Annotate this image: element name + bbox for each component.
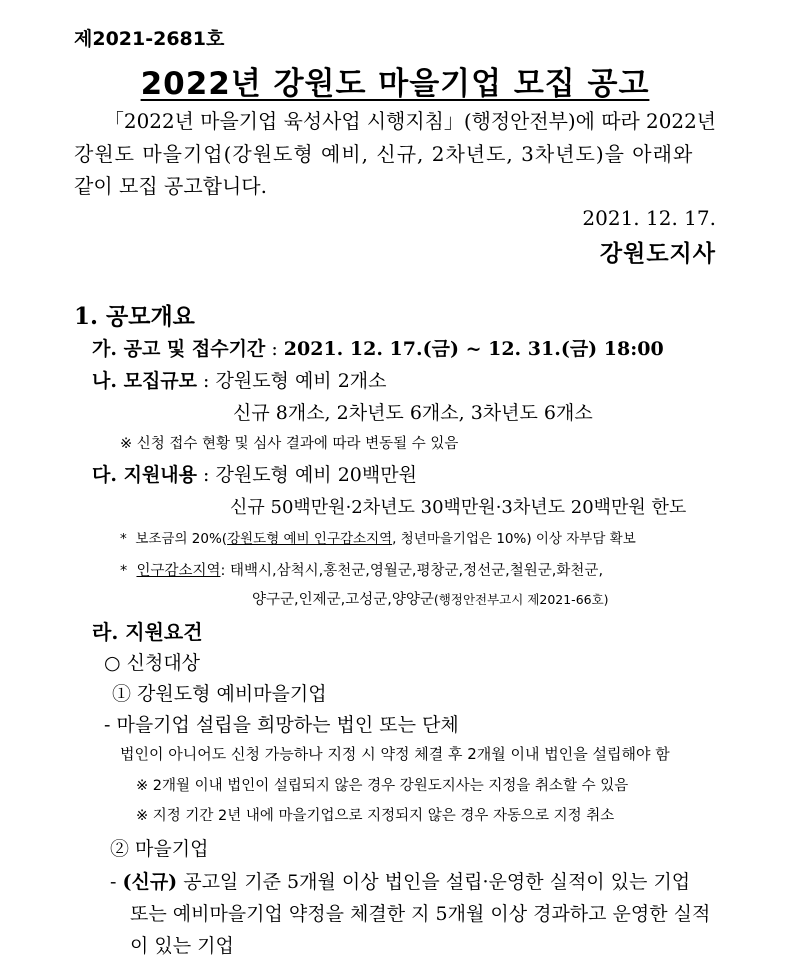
note-1-pre: 보조금의 20%(: [135, 531, 228, 547]
item-ga-value: 2021. 12. 17.(금) ~ 12. 31.(금) 18:00: [283, 338, 664, 360]
document-number: 제2021-2681호: [74, 28, 225, 50]
ra-item-2-text-1: 공고일 기준 5개월 이상 법인을 설립·운영한 실적이 있는 기업: [177, 871, 691, 893]
document-title: [0, 58, 790, 103]
item-da-note-3: [252, 593, 609, 608]
note-1-bullet: *: [120, 531, 127, 547]
item-da-colon: :: [197, 464, 216, 486]
item-na-label: 나. 모집규모: [92, 370, 197, 392]
item-na-row: [92, 372, 386, 391]
note-3-small: (행정안전부고시 제2021-66호): [433, 592, 609, 607]
intro-line-3: 같이 모집 공고합니다.: [74, 174, 267, 198]
ra-circle-item: ○ 신청대상: [104, 652, 201, 674]
note-3-main: 양구군,인제군,고성군,양양군: [252, 592, 434, 608]
issuer-name: 강원도지사: [599, 240, 716, 267]
item-da-note-1: [120, 533, 636, 547]
item-da-label: 다. 지원내용: [92, 464, 197, 486]
note-2-bullet: *: [120, 563, 128, 579]
item-na-value-2: 신규 8개소, 2차년도 6개소, 3차년도 6개소: [233, 402, 593, 424]
ra-item-2-dash: -: [110, 871, 123, 893]
ra-item-1-note-1: ※ 2개월 이내 법인이 설립되지 않은 경우 강원도지사는 지정을 취소할 수 있음: [136, 778, 629, 794]
item-da-row: [92, 466, 417, 485]
item-ra-label: 라. 지원요건: [92, 620, 203, 644]
item-ga-colon: :: [265, 338, 284, 360]
section-1-heading: 1. 공모개요: [74, 303, 195, 330]
ra-item-2-line-2: 또는 예비마을기업 약정을 체결한 지 5개월 이상 경과하고 운영한 실적: [130, 903, 711, 925]
note-1-underlined: 강원도형 예비 인구감소지역: [227, 531, 393, 547]
item-ga-label: 가. 공고 및 접수기간: [92, 338, 266, 360]
ra-item-1-detail: 법인이 아니어도 신청 가능하나 지정 시 약정 체결 후 2개월 이내 법인을 설립해야 함: [120, 745, 670, 763]
item-na-value-1: 강원도형 예비 2개소: [215, 370, 387, 392]
note-1-post: , 청년마을기업은 10%) 이상 자부담 확보: [392, 531, 636, 547]
intro-line-1: 「2022년 마을기업 육성사업 시행지침」(행정안전부)에 따라 2022년: [104, 109, 717, 133]
document-title-text: 2022년 강원도 마을기업 모집 공고: [140, 66, 650, 102]
ra-item-2-title: ② 마을기업: [110, 838, 209, 860]
item-da-value-2: 신규 50백만원·2차년도 30백만원·3차년도 20백만원 한도: [230, 497, 687, 518]
item-na-note: ※ 신청 접수 현황 및 심사 결과에 따라 변동될 수 있음: [120, 436, 459, 452]
ra-item-2-line-3: 이 있는 기업: [130, 935, 234, 957]
announcement-date: 2021. 12. 17.: [582, 206, 716, 230]
intro-line-2: 강원도 마을기업(강원도형 예비, 신규, 2차년도, 3차년도)을 아래와: [74, 142, 694, 166]
item-da-value-1: 강원도형 예비 20백만원: [215, 464, 417, 486]
ra-item-1-note-2: ※ 지정 기간 2년 내에 마을기업으로 지정되지 않은 경우 자동으로 지정 취소: [136, 808, 615, 824]
item-na-colon: :: [197, 370, 216, 392]
note-2-underlined: 인구감소지역: [136, 563, 221, 579]
ra-item-1-dash: - 마을기업 설립을 희망하는 법인 또는 단체: [104, 714, 459, 736]
ra-item-2-line-1: [110, 873, 690, 892]
ra-item-2-tag: (신규): [122, 871, 178, 893]
ra-item-1-title: ① 강원도형 예비마을기업: [112, 683, 327, 705]
note-2-post: : 태백시,삼척시,홍천군,영월군,평창군,정선군,철원군,화천군,: [220, 563, 604, 579]
item-ga-row: [92, 340, 664, 359]
item-da-note-2: [120, 564, 603, 579]
